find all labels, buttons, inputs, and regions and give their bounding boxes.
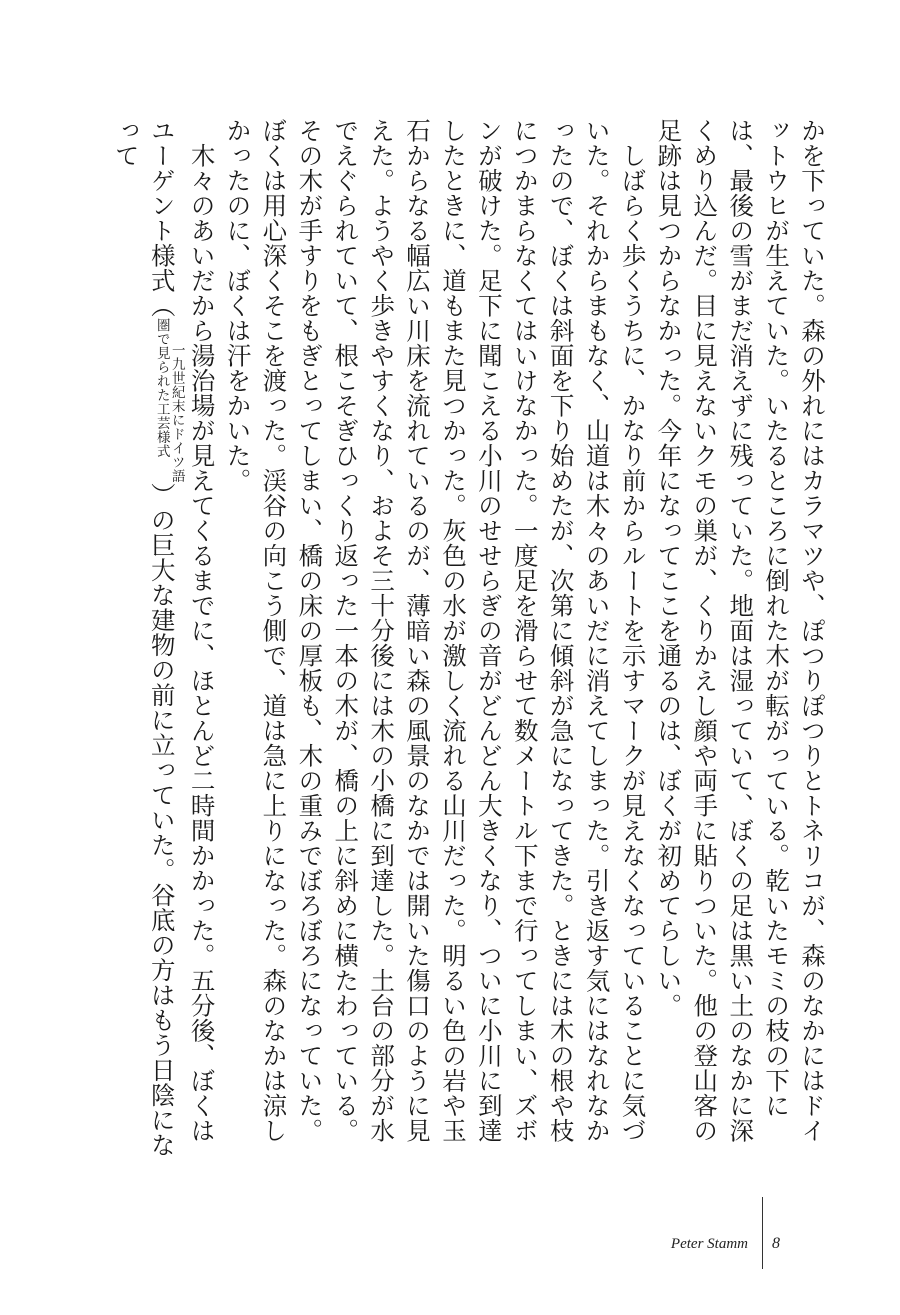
running-author: Peter Stamm: [670, 1236, 748, 1252]
annotation-line-2: 圏で見られた工芸様式: [153, 318, 170, 458]
page-number: 8: [772, 1235, 780, 1252]
paragraph-spa-text-before: 木々のあいだから湯治場が見えてくるまでに、ほとんど二時間かかった。五分後、ぼくはユーゲント様式: [147, 118, 217, 1143]
footer-divider: [762, 1197, 763, 1269]
paragraph-spa-arrival: [108, 118, 220, 1158]
annotation-line-1: 一九世紀末にドイツ語: [168, 342, 185, 483]
annotation-open-paren: （: [147, 293, 177, 318]
translator-annotation: [154, 318, 184, 483]
paragraph-continuation: かを下っていた。森の外れにはカラマツや、ぽつりぽつりとトネリコが、森のなかにはドイットウヒが生えていた。いたるところに倒れた木が転がっている。乾いたモミの枝の下には、最後の雪がまだ消えずに残っていた。地面は湿っていて、ぼくの足は黒い土のなかに深くめり込んだ。目に見えないクモの巣が、くりかえし顔や両手に貼りついた。他の登山客の足跡は見つからなかった。今年になってここを通るのは、ぼくが初めてらしい。: [654, 118, 827, 1143]
paragraph-spa-text-after: の巨大な建物の前に立っていた。谷底の方はもう日陰になって: [111, 118, 177, 1158]
annotation-close-paren: ）: [147, 482, 177, 508]
body-text: [108, 118, 830, 1158]
paragraph-stream-crossing: しばらく歩くうちに、かなり前からルートを示すマークが見えなくなっていることに気づいた。それからまもなく、山道は木々のあいだに消えてしまった。引き返す気にはなれなかったので、ぼくは斜面を下り始めたが、次第に傾斜が急になってきた。ときには木の根や枝につかまらなくてはいけなかった。一度足を滑らせて数メートル下まで行ってしまい、ズボンが破けた。足下に聞こえる小川のせせらぎの音がどんどん大きくなり、ついに小川に到達したときに、道もまた見つかった。灰色の水が激しく流れる山川だった。明るい色の岩や玉石からなる幅広い川床を流れているのが、薄暗い森の風景のなかでは開いた傷口のように見えた。ようやく歩きやすくなり、およそ三十分後には木の小橋に到達した。土台の部分が水でえぐられていて、根こそぎひっくり返った一本の木が、橋の上に斜めに横たわっている。その木が手すりをもぎとってしまい、橋の床の厚板も、木の重みでぼろぼろになっていた。ぼくは用心深くそこを渡った。渓谷の向こう側で、道は急に上りになった。森のなかは涼しかったのに、ぼくは汗をかいた。: [223, 118, 648, 1143]
page-footer: [0, 1195, 900, 1285]
